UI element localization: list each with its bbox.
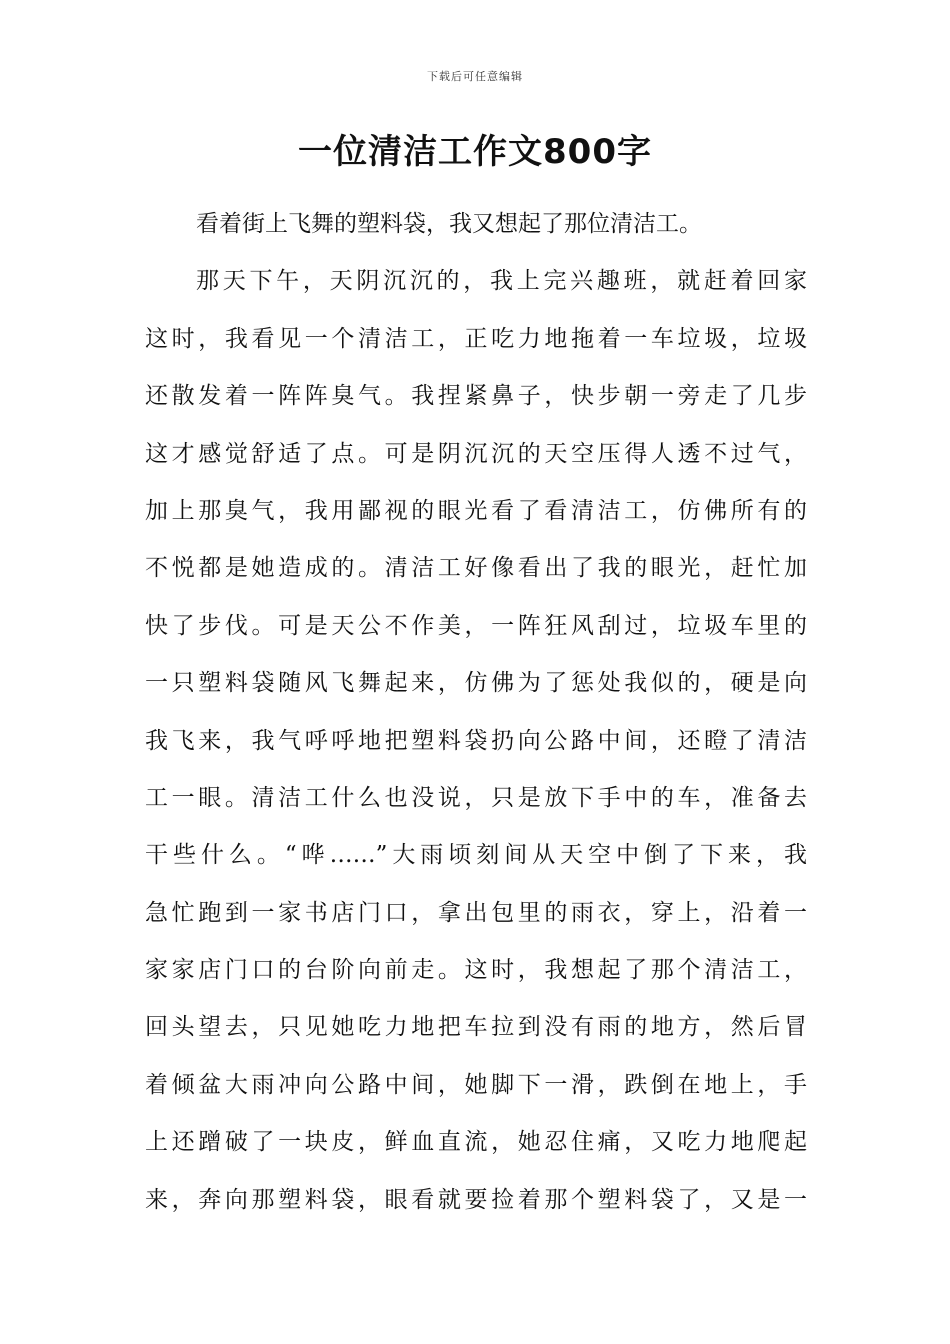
document-title: 一位清洁工作文800字 [298, 132, 652, 172]
text-line: 干些什么。“哗……”大雨顷刻间从天空中倒了下来，我 [145, 842, 807, 869]
text-line: 看着街上飞舞的塑料袋，我又想起了那位清洁工。 [196, 211, 702, 237]
text-line: 家家店门口的台阶向前走。这时，我想起了那个清洁工， [145, 957, 807, 984]
text-line: 那天下午，天阴沉沉的，我上完兴趣班，就赶着回家 [196, 268, 807, 295]
text-line: 这时，我看见一个清洁工，正吃力地拖着一车垃圾，垃圾 [145, 325, 807, 352]
header-note: 下载后可任意编辑 [427, 70, 523, 83]
text-line: 上还蹭破了一块皮，鲜血直流，她忍住痛，又吃力地爬起 [145, 1129, 807, 1156]
text-line: 回头望去，只见她吃力地把车拉到没有雨的地方，然后冒 [145, 1014, 807, 1041]
text-line: 还散发着一阵阵臭气。我捏紧鼻子，快步朝一旁走了几步 [145, 383, 807, 410]
text-line: 工一眼。清洁工什么也没说，只是放下手中的车，准备去 [145, 784, 807, 811]
text-line: 来，奔向那塑料袋，眼看就要捡着那个塑料袋了，又是一 [145, 1186, 807, 1213]
essay-body [145, 196, 807, 1229]
text-line: 快了步伐。可是天公不作美，一阵狂风刮过，垃圾车里的 [145, 612, 807, 639]
text-line: 我飞来，我气呼呼地把塑料袋扔向公路中间，还瞪了清洁 [145, 727, 807, 754]
text-line: 着倾盆大雨冲向公路中间，她脚下一滑，跌倒在地上，手 [145, 1071, 807, 1098]
text-line: 加上那臭气，我用鄙视的眼光看了看清洁工，仿佛所有的 [145, 497, 807, 524]
text-line: 这才感觉舒适了点。可是阴沉沉的天空压得人透不过气， [145, 440, 807, 467]
text-line: 急忙跑到一家书店门口，拿出包里的雨衣，穿上，沿着一 [145, 899, 807, 926]
text-line: 不悦都是她造成的。清洁工好像看出了我的眼光，赶忙加 [145, 555, 807, 582]
text-line: 一只塑料袋随风飞舞起来，仿佛为了惩处我似的，硬是向 [145, 670, 807, 697]
